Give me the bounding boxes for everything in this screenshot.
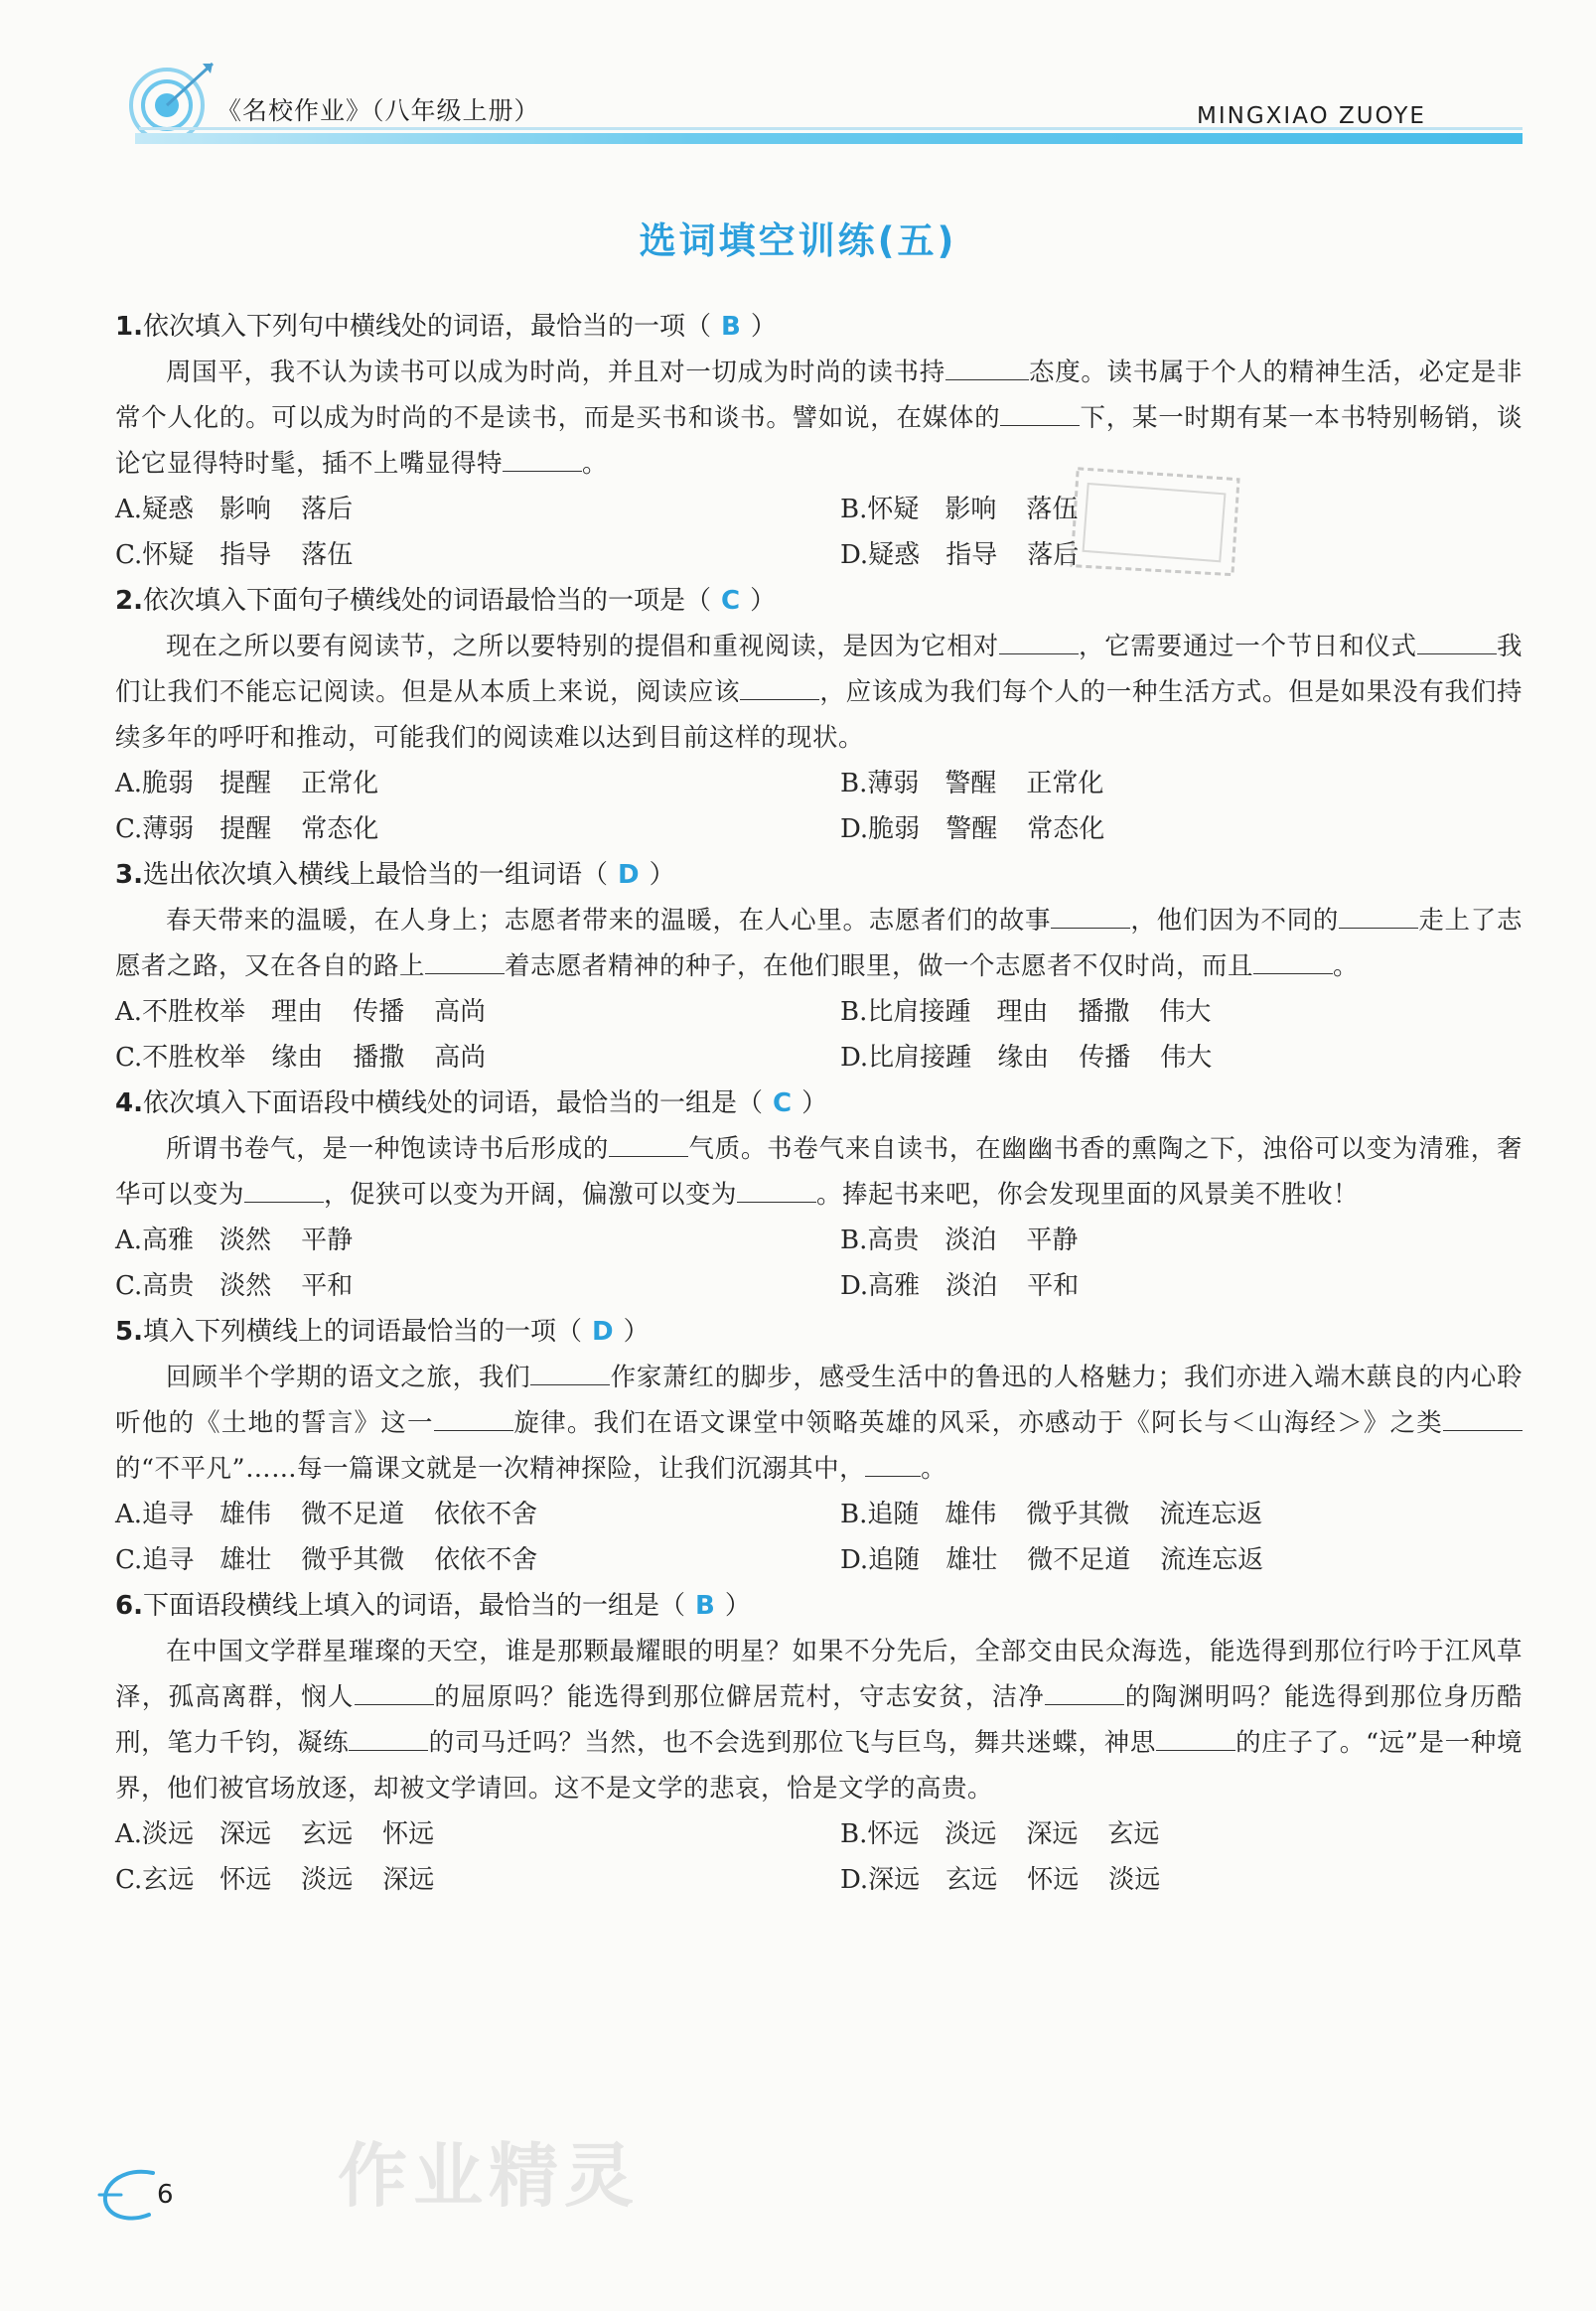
passage-text: 。 bbox=[582, 449, 609, 479]
question-passage bbox=[115, 1355, 1523, 1492]
passage-text: ，他们因为不同的 bbox=[1130, 906, 1340, 936]
question-number: 1. bbox=[115, 312, 143, 342]
passage-text: 。捧起书来吧，你会发现里面的风景美不胜收！ bbox=[816, 1180, 1360, 1210]
option-a: A.脆弱 提醒 正常化 bbox=[115, 769, 379, 798]
answer-blank bbox=[1156, 1726, 1235, 1751]
question-text: 下面语段横线上填入的词语，最恰当的一组是（ bbox=[142, 1591, 685, 1621]
options-grid bbox=[115, 761, 1523, 852]
answer-letter: B bbox=[720, 312, 741, 342]
answer-blank bbox=[1045, 1680, 1124, 1705]
option-c: C.怀疑 指导 落伍 bbox=[115, 540, 354, 570]
answer-blank bbox=[865, 1452, 921, 1477]
question-stem: 3.选出依次填入横线上最恰当的一组词语（ D ） bbox=[115, 860, 675, 890]
question-stem: 1.依次填入下列句中横线处的词语，最恰当的一项（ B ） bbox=[115, 312, 777, 342]
passage-text: 春天带来的温暖，在人身上；志愿者带来的温暖，在人心里。志愿者们的故事 bbox=[166, 906, 1052, 936]
answer-blank bbox=[349, 1726, 428, 1751]
passage-text: 着志愿者精神的种子，在他们眼里，做一个志愿者不仅时尚，而且 bbox=[505, 951, 1254, 981]
header-rule bbox=[135, 133, 1523, 144]
option-d: D.脆弱 警醒 常态化 bbox=[840, 814, 1105, 844]
passage-text: 下，某一时期有某一本书特别畅销，谈论它显得特时髦，插不上嘴显得特 bbox=[115, 403, 1523, 479]
passage-text: 的司马迁吗？当然，也不会选到那位飞与巨鸟，舞共迷蝶，神思 bbox=[428, 1728, 1156, 1758]
option-b: B.薄弱 警醒 正常化 bbox=[840, 769, 1104, 798]
answer-blank bbox=[434, 1406, 513, 1431]
option-a: A.追寻 雄伟 微不足道 依依不舍 bbox=[115, 1500, 538, 1529]
answer-blank bbox=[737, 1178, 816, 1203]
question-5 bbox=[115, 1309, 1523, 1583]
answer-letter: C bbox=[720, 586, 741, 616]
option-d: D.深远 玄远 怀远 淡远 bbox=[840, 1865, 1161, 1895]
page-number: 6 bbox=[157, 2180, 174, 2210]
option-d: D.高雅 淡泊 平和 bbox=[840, 1271, 1080, 1301]
answer-blank bbox=[945, 356, 1029, 380]
answer-blank bbox=[425, 949, 505, 974]
answer-blank bbox=[1051, 904, 1130, 929]
passage-text: 的“不平凡”……每一篇课文就是一次精神探险，让我们沉溺其中， bbox=[115, 1454, 866, 1484]
question-number: 4. bbox=[115, 1088, 143, 1118]
answer-blank bbox=[1000, 401, 1080, 426]
passage-text: ，它需要通过一个节日和仪式 bbox=[1078, 632, 1417, 661]
passage-text: 的陶渊明吗？能选得到那位身历酷刑，笔力千钧，凝练 bbox=[115, 1682, 1523, 1758]
answer-letter: C bbox=[772, 1088, 793, 1118]
answer-blank bbox=[503, 447, 582, 472]
passage-text: 的庄子了。“远”是一种境界，他们被官场放逐，却被文学请回。这不是文学的悲哀，恰是文学的高贵。 bbox=[115, 1728, 1523, 1804]
question-text: 依次填入下面句子横线处的词语最恰当的一项是（ bbox=[142, 586, 711, 616]
option-a: A.淡远 深远 玄远 怀远 bbox=[115, 1819, 435, 1849]
passage-text: 走上了志愿者之路，又在各自的路上 bbox=[115, 906, 1523, 981]
question-list bbox=[115, 304, 1523, 1903]
option-c: C.薄弱 提醒 常态化 bbox=[115, 814, 379, 844]
passage-text: 在中国文学群星璀璨的天空，谁是那颗最耀眼的明星？如果不分先后，全部交由民众海选，能选得到那位行吟于江风草泽，孤高离群，悯人 bbox=[115, 1637, 1523, 1712]
question-stem: 5.填入下列横线上的词语最恰当的一项（ D ） bbox=[115, 1317, 650, 1347]
question-passage bbox=[115, 898, 1523, 989]
watermark-stamp-icon bbox=[1060, 458, 1247, 587]
passage-text: 回顾半个学期的语文之旅，我们 bbox=[166, 1363, 531, 1392]
answer-blank bbox=[1253, 949, 1333, 974]
option-b: B.怀远 淡远 深远 玄远 bbox=[840, 1819, 1160, 1849]
page-title: 选词填空训练(五) bbox=[639, 219, 957, 262]
question-number: 2. bbox=[115, 586, 143, 616]
option-d: D.追随 雄壮 微不足道 流连忘返 bbox=[840, 1545, 1264, 1575]
passage-text: 态度。读书属于个人的精神生活，必定是非常个人化的。可以成为时尚的不是读书，而是买书和谈书。譬如说，在媒体的 bbox=[115, 358, 1523, 433]
question-text: 依次填入下面语段中横线处的词语，最恰当的一组是（ bbox=[142, 1088, 763, 1118]
question-text: 依次填入下列句中横线处的词语，最恰当的一项（ bbox=[142, 312, 711, 342]
answer-blank bbox=[609, 1132, 688, 1157]
question-2 bbox=[115, 578, 1523, 852]
passage-text: 。 bbox=[1333, 951, 1360, 981]
options-grid bbox=[115, 1492, 1523, 1583]
question-number: 6. bbox=[115, 1591, 143, 1621]
question-number: 5. bbox=[115, 1317, 143, 1347]
answer-blank bbox=[244, 1178, 324, 1203]
answer-letter: D bbox=[591, 1317, 614, 1347]
option-b: B.比肩接踵 理由 播撒 伟大 bbox=[840, 997, 1212, 1027]
option-c: C.不胜枚举 缘由 播撒 高尚 bbox=[115, 1043, 487, 1073]
passage-text: 周国平，我不认为读书可以成为时尚，并且对一切成为时尚的读书持 bbox=[166, 358, 945, 387]
question-1 bbox=[115, 304, 1523, 578]
question-passage bbox=[115, 350, 1523, 487]
question-text: 填入下列横线上的词语最恰当的一项（ bbox=[142, 1317, 582, 1347]
options-grid bbox=[115, 1811, 1523, 1903]
answer-blank bbox=[355, 1680, 434, 1705]
passage-text: 我们让我们不能忘记阅读。但是从本质上来说，阅读应该 bbox=[115, 632, 1523, 707]
question-passage bbox=[115, 624, 1523, 761]
answer-blank bbox=[1443, 1406, 1523, 1431]
question-3 bbox=[115, 852, 1523, 1081]
passage-text: 的屈原吗？能选得到那位僻居荒村，守志安贫，洁净 bbox=[433, 1682, 1046, 1712]
question-stem: 6.下面语段横线上填入的词语，最恰当的一组是（ B ） bbox=[115, 1591, 751, 1621]
question-stem: 2.依次填入下面句子横线处的词语最恰当的一项是（ C ） bbox=[115, 586, 777, 616]
passage-text: 现在之所以要有阅读节，之所以要特别的提倡和重视阅读，是因为它相对 bbox=[166, 632, 999, 661]
passage-text: 。 bbox=[921, 1454, 947, 1484]
answer-blank bbox=[740, 675, 819, 700]
question-passage bbox=[115, 1629, 1523, 1811]
question-text: 选出依次填入横线上最恰当的一组词语（ bbox=[142, 860, 608, 890]
option-c: C.追寻 雄壮 微乎其微 依依不舍 bbox=[115, 1545, 538, 1575]
options-grid bbox=[115, 989, 1523, 1081]
passage-text: 旋律。我们在语文课堂中领略英雄的风采，亦感动于《阿长与＜山海经＞》之类 bbox=[512, 1408, 1443, 1438]
option-a: A.高雅 淡然 平静 bbox=[115, 1226, 354, 1255]
option-a: A.不胜枚举 理由 传播 高尚 bbox=[115, 997, 487, 1027]
answer-letter: B bbox=[694, 1591, 715, 1621]
option-b: B.追随 雄伟 微乎其微 流连忘返 bbox=[840, 1500, 1263, 1529]
passage-text: 气质。书卷气来自读书，在幽幽书香的熏陶之下，浊俗可以变为清雅，奢华可以变为 bbox=[115, 1134, 1523, 1210]
option-c: C.高贵 淡然 平和 bbox=[115, 1271, 354, 1301]
option-a: A.疑惑 影响 落后 bbox=[115, 495, 354, 524]
answer-blank bbox=[999, 630, 1079, 654]
question-6 bbox=[115, 1583, 1523, 1903]
option-d: D.疑惑 指导 落后 bbox=[840, 540, 1080, 570]
passage-text: ，促狭可以变为开阔，偏激可以变为 bbox=[324, 1180, 738, 1210]
question-4 bbox=[115, 1081, 1523, 1309]
option-b: B.高贵 淡泊 平静 bbox=[840, 1226, 1079, 1255]
options-grid bbox=[115, 487, 1523, 578]
series-title: 《名校作业》（八年级上册） bbox=[217, 96, 540, 125]
watermark-text: 作业精灵 bbox=[338, 2135, 640, 2217]
passage-text: 作家萧红的脚步，感受生活中的鲁迅的人格魅力；我们亦进入端木蕻良的内心聆听他的《土地的誓言》这一 bbox=[115, 1363, 1523, 1438]
answer-blank bbox=[530, 1361, 610, 1385]
option-d: D.比肩接踵 缘由 传播 伟大 bbox=[840, 1043, 1213, 1073]
question-passage bbox=[115, 1126, 1523, 1218]
option-c: C.玄远 怀远 淡远 深远 bbox=[115, 1865, 435, 1895]
passage-text: ，应该成为我们每个人的一种生活方式。但是如果没有我们持续多年的呼吁和推动，可能我们的阅读难以达到目前这样的现状。 bbox=[115, 677, 1523, 753]
options-grid bbox=[115, 1218, 1523, 1309]
passage-text: 所谓书卷气，是一种饱读诗书后形成的 bbox=[166, 1134, 610, 1164]
series-english-title: MINGXIAO ZUOYE bbox=[1197, 103, 1426, 129]
option-b: B.怀疑 影响 落伍 bbox=[840, 495, 1079, 524]
answer-blank bbox=[1417, 630, 1497, 654]
answer-letter: D bbox=[617, 860, 640, 890]
answer-blank bbox=[1339, 904, 1418, 929]
question-number: 3. bbox=[115, 860, 143, 890]
question-stem: 4.依次填入下面语段中横线处的词语，最恰当的一组是（ C ） bbox=[115, 1088, 828, 1118]
page-header bbox=[0, 0, 1596, 159]
